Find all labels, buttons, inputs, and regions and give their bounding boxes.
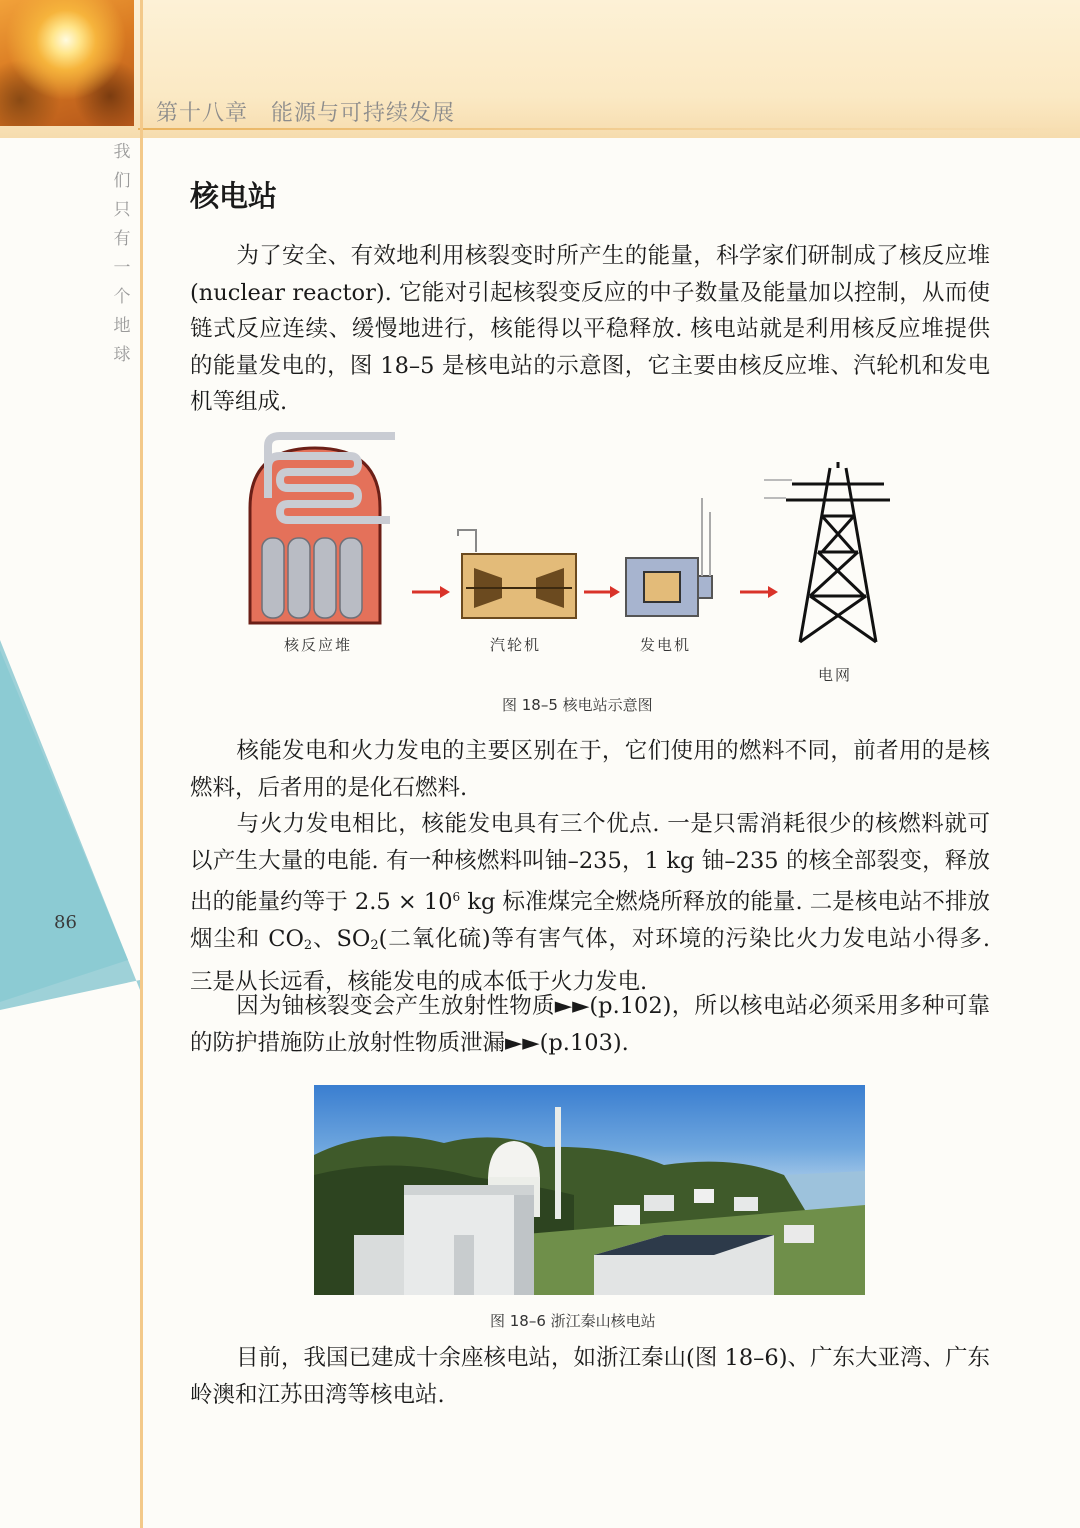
paragraph — [190, 1340, 990, 1413]
paragraph-text: 与火力发电相比，核能发电具有三个优点. 一是只需消耗很少的核燃料就可以产生大量的电能. 有一种核燃料叫铀–235，1 kg 铀–235 的核全部裂变，释放出的能量约等于 2.5 × 10 — [190, 811, 990, 915]
reactor-graphic — [250, 436, 395, 623]
generator-label: 发电机 — [640, 636, 692, 654]
sidebar-char: 个 — [113, 287, 131, 307]
turbine-graphic — [458, 530, 576, 618]
nuclear-plant-diagram — [240, 428, 900, 690]
subscript: 2 — [370, 937, 379, 953]
sidebar-char: 只 — [113, 200, 131, 220]
arrow-generator-to-grid — [740, 586, 778, 598]
arrow-turbine-to-generator — [584, 586, 620, 598]
figure-caption: 图 18–5 核电站示意图 — [502, 696, 653, 714]
turbine-label: 汽轮机 — [490, 636, 542, 654]
photo-svg — [314, 1085, 865, 1295]
qinshan-plant-photo — [314, 1085, 865, 1295]
page-number: 86 — [54, 912, 77, 933]
margin-teal-shape — [0, 640, 140, 1010]
paragraph — [190, 733, 990, 806]
paragraph — [190, 238, 990, 421]
sidebar-char: 有 — [113, 229, 131, 249]
exponent: 6 — [452, 890, 461, 904]
section-title: 核电站 — [190, 179, 278, 213]
sidebar-char: 我 — [113, 142, 131, 162]
sidebar-vertical-text — [112, 138, 132, 370]
paragraph — [190, 988, 990, 1061]
generator-graphic — [626, 498, 712, 616]
grid-label: 电网 — [818, 666, 853, 684]
paragraph-text: kg 标准煤完全燃烧所释放的能量. 二是核电站不排放烟尘和 CO — [190, 889, 990, 952]
photo-caption: 图 18–6 浙江秦山核电站 — [490, 1312, 656, 1330]
paragraph-text: 核能发电和火力发电的主要区别在于，它们使用的燃料不同，前者用的是核燃料，后者用的是化石燃料. — [190, 738, 990, 801]
pylon-graphic — [764, 462, 890, 642]
sidebar-char: 地 — [113, 316, 131, 336]
paragraph-text: 、SO — [312, 925, 371, 952]
sidebar-char: 们 — [113, 171, 131, 191]
arrow-reactor-to-turbine — [412, 586, 450, 598]
sunflower-photo — [0, 0, 134, 126]
subscript: 2 — [303, 937, 313, 953]
reactor-label: 核反应堆 — [284, 636, 353, 654]
paragraph-text: 目前，我国已建成十余座核电站，如浙江秦山(图 18–6)、广东大亚湾、广东岭澳和江苏田湾等核电站. — [190, 1345, 990, 1408]
paragraph — [190, 806, 990, 1001]
margin-rule — [140, 0, 143, 1528]
sidebar-char: 一 — [113, 258, 131, 278]
paragraph-text: 因为铀核裂变会产生放射性物质►►(p.102)，所以核电站必须采用多种可靠的防护措施防止放射性物质泄漏►►(p.103). — [190, 993, 990, 1056]
chapter-title: 第十八章 能源与可持续发展 — [156, 101, 456, 126]
header-rule — [138, 128, 1080, 130]
paragraph-text: 为了安全、有效地利用核裂变时所产生的能量，科学家们研制成了核反应堆(nuclear reactor). 它能对引起核裂变反应的中子数量及能量加以控制，从而使链式反应连续、缓慢地进行，核能得以平稳释放. 核电站就是利用核反应堆提供的能量发电的，图 18–5 是核电站的示意图，它主要由核反应堆、汽轮机和发电机等组成. — [190, 243, 990, 415]
paragraph-text: (二氧化硫)等有害气体，对环境的污染比火力发电站小得多. 三是从长远看，核能发电的成本低于火力发电. — [190, 925, 990, 995]
sidebar-char: 球 — [113, 345, 131, 365]
